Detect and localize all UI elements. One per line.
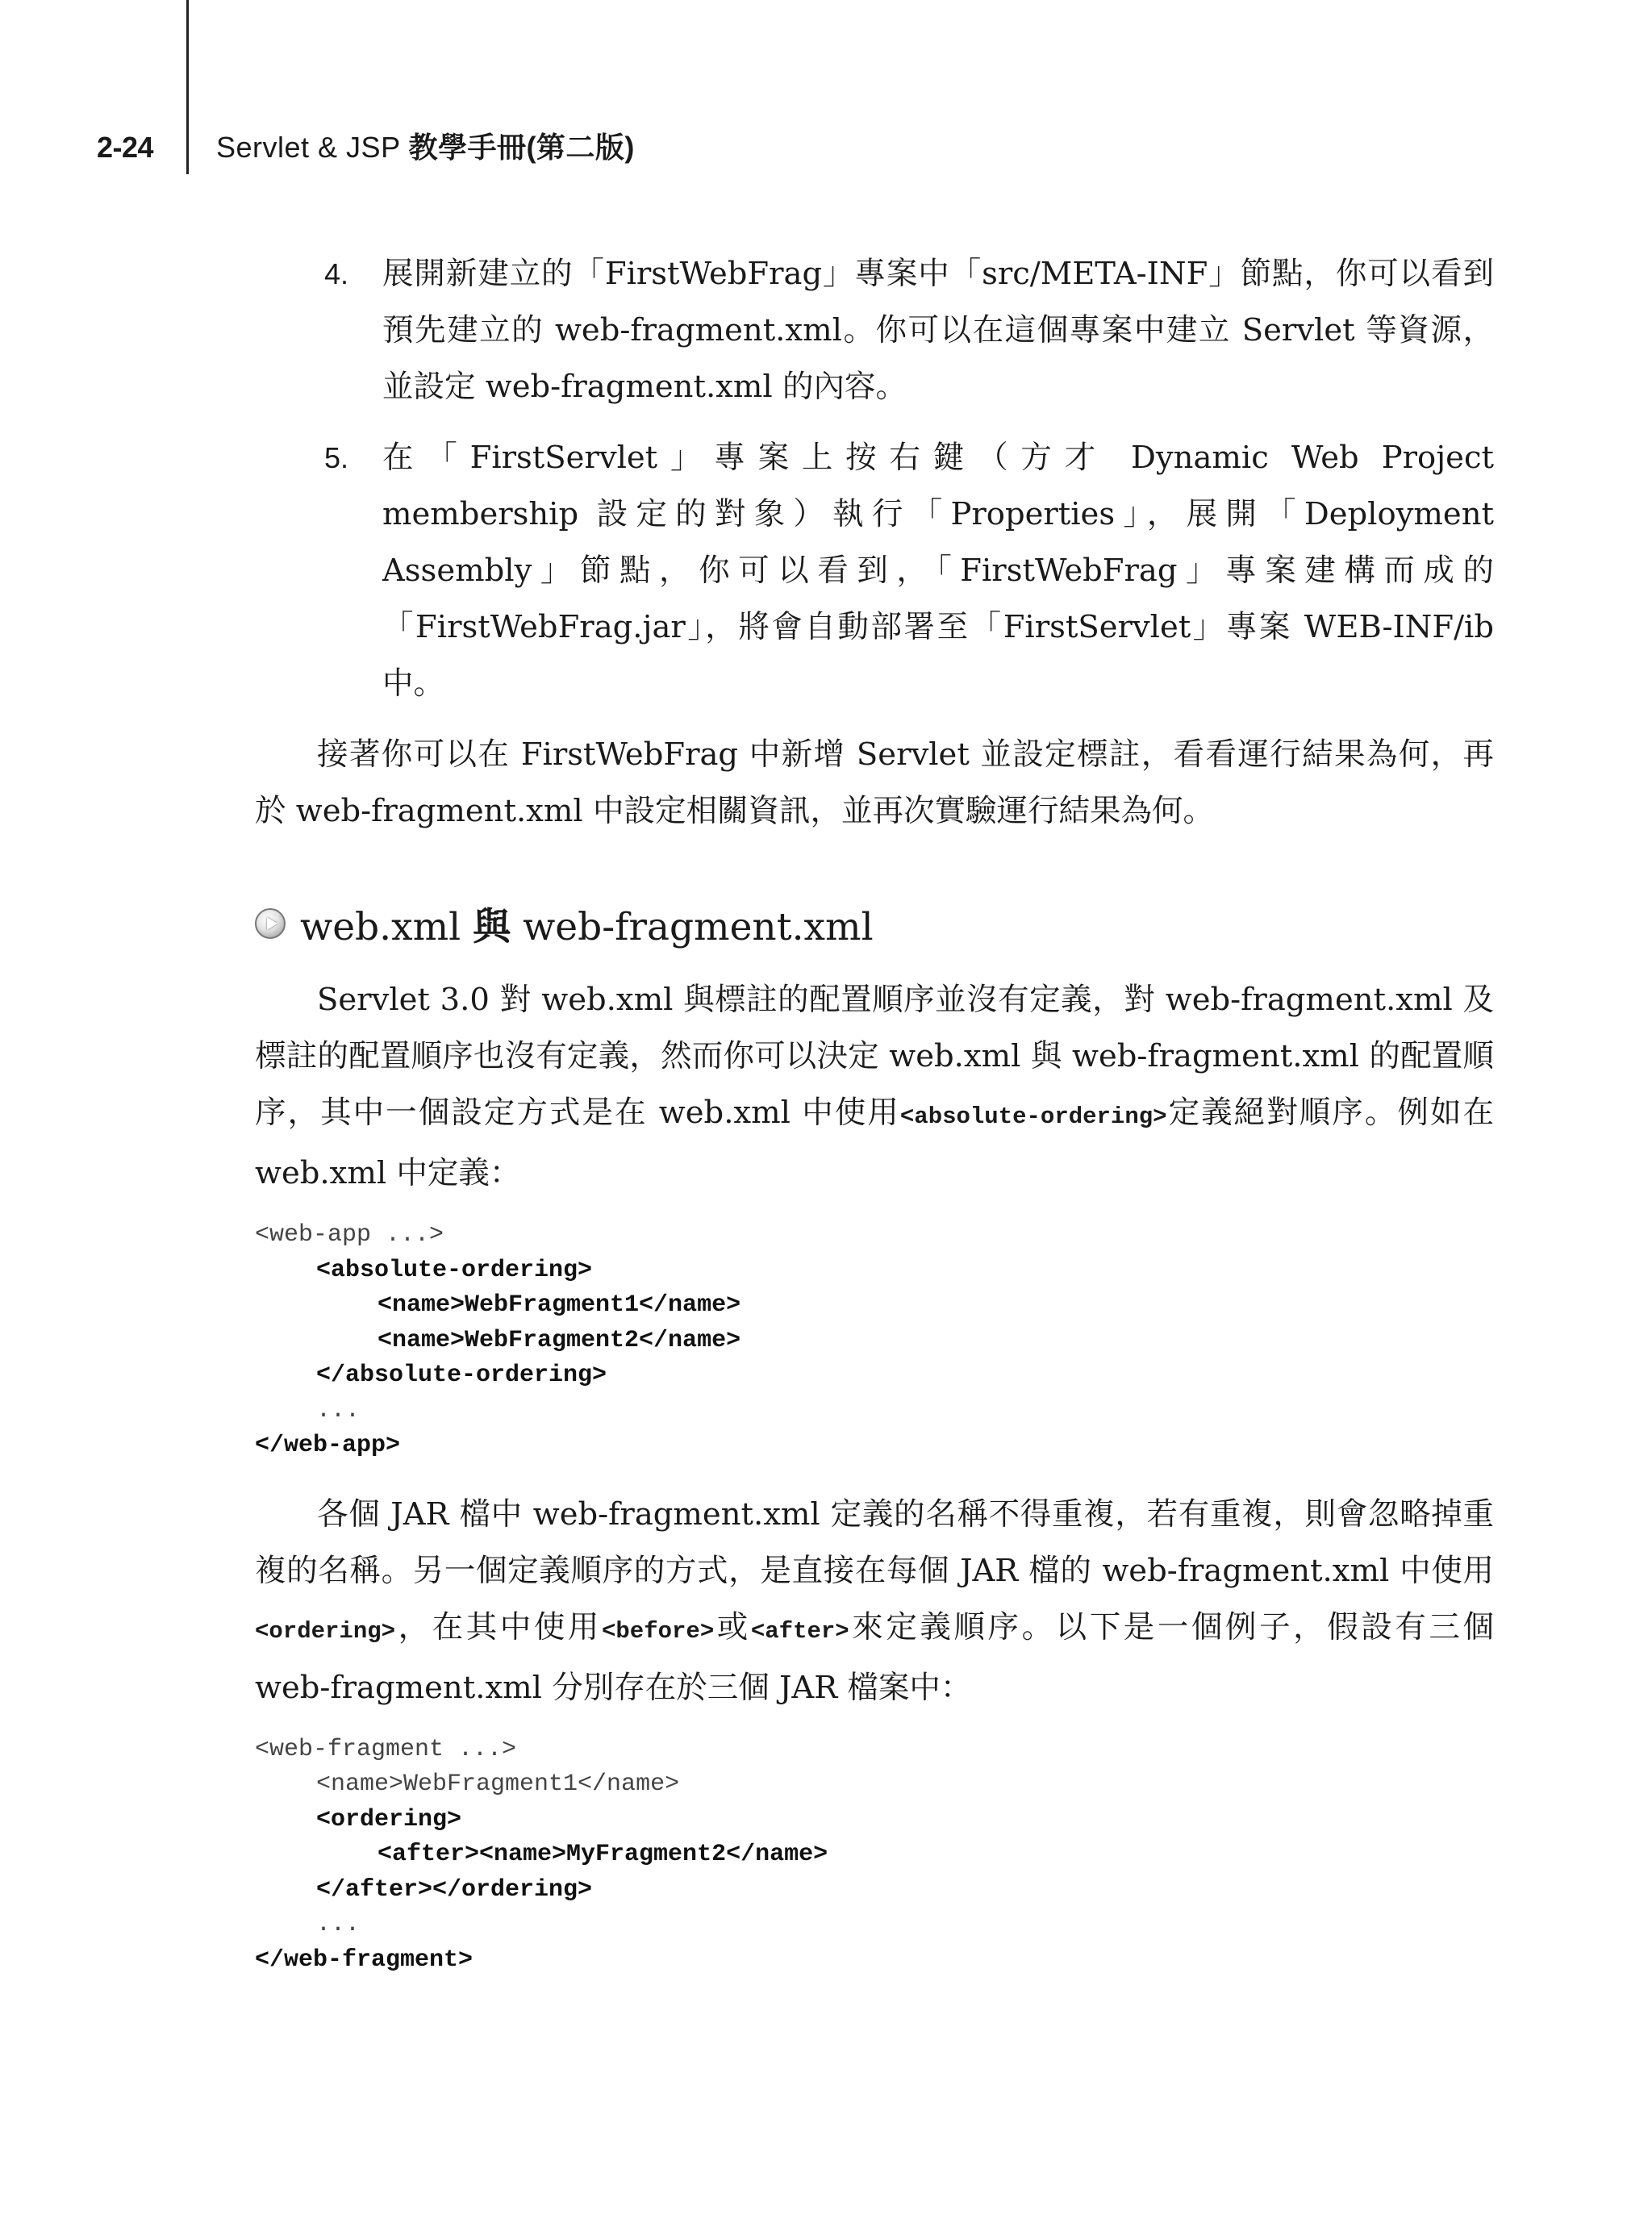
code-line: ... bbox=[316, 1911, 361, 1938]
code-line: <name>WebFragment1</name> bbox=[378, 1291, 741, 1319]
book-title-cjk: 教學手冊(第二版) bbox=[408, 131, 635, 164]
code-line: <ordering> bbox=[316, 1805, 462, 1833]
code-line: <name>WebFragment2</name> bbox=[378, 1326, 741, 1354]
paragraph-text: 來定義順序。以下是一個例子，假設有三個 web-fragment.xml 分別存在於三個 JAR 檔案中： bbox=[255, 1608, 1494, 1706]
step-text: 在「FirstServlet」專案上按右鍵（方才 Dynamic Web Project membership 設定的對象）執行「Properties」，展開「Deployment Assembly」節點，你可以看到，「FirstWebFrag」專案建構而成的「FirstWebFrag.jar」，將會自動部署至「FirstServlet」專案 WEB-INF/ib 中。 bbox=[382, 440, 1494, 702]
code-line: <web-app ...> bbox=[255, 1221, 444, 1249]
paragraph-text: Servlet 3.0 對 web.xml 與標註的配置順序並沒有定義，對 web-fragment.xml 及標註的配置順序也沒有定義，然而你可以決定 web.xml 與 web-fragment.xml 的配置順序，其中一個設定方式是在 web.xml 中使用 bbox=[255, 982, 1494, 1131]
paragraph-text: 各個 JAR 檔中 web-fragment.xml 定義的名稱不得重複，若有重複，則會忽略掉重複的名稱。另一個定義順序的方式，是直接在每個 JAR 檔的 web-fragment.xml 中使用 bbox=[255, 1495, 1494, 1589]
code-block-web-fragment bbox=[255, 1733, 1494, 1979]
paragraph-absolute-ordering bbox=[255, 972, 1494, 1202]
inline-code: <ordering> bbox=[255, 1617, 396, 1645]
step-item-5 bbox=[324, 430, 1494, 712]
code-line: <name>WebFragment1</name> bbox=[316, 1771, 680, 1798]
step-number: 4. bbox=[324, 257, 349, 290]
code-line: <absolute-ordering> bbox=[316, 1256, 593, 1284]
step-list bbox=[255, 246, 1494, 712]
step-text: 展開新建立的「FirstWebFrag」專案中「src/META-INF」節點，你可以看到預先建立的 web-fragment.xml。你可以在這個專案中建立 Servlet 等資源，並設定 web-fragment.xml 的內容。 bbox=[382, 256, 1494, 405]
inline-code: <after> bbox=[750, 1617, 849, 1645]
section-heading bbox=[255, 898, 1494, 949]
paragraph-ordering bbox=[255, 1487, 1494, 1716]
code-line: </after></ordering> bbox=[316, 1875, 593, 1904]
paragraph-text: 或 bbox=[714, 1608, 751, 1645]
code-line: <after><name>MyFragment2</name> bbox=[378, 1841, 828, 1868]
code-line: ... bbox=[316, 1396, 361, 1424]
code-line: </web-fragment> bbox=[255, 1946, 473, 1974]
inline-code: <absolute-ordering> bbox=[899, 1103, 1167, 1130]
code-block-web-app bbox=[255, 1218, 1494, 1464]
code-line: </web-app> bbox=[255, 1432, 401, 1459]
code-line: <web-fragment ...> bbox=[255, 1735, 517, 1763]
header-vertical-rule bbox=[186, 0, 189, 174]
step-number: 5. bbox=[324, 441, 349, 474]
section-heading-text bbox=[300, 897, 874, 951]
page-number: 2-24 bbox=[97, 131, 154, 164]
inline-code: <before> bbox=[602, 1617, 715, 1645]
page-content bbox=[255, 246, 1494, 2000]
step-item-4 bbox=[324, 246, 1494, 415]
paragraph-text: ，在其中使用 bbox=[395, 1608, 602, 1645]
paragraph-after-steps: 接著你可以在 FirstWebFrag 中新增 Servlet 並設定標註，看看運行結果為何，再於 web-fragment.xml 中設定相關資訊，並再次實驗運行結果為何。 bbox=[255, 736, 1494, 829]
heading-part: web.xml bbox=[300, 904, 473, 949]
play-circle-icon bbox=[255, 908, 286, 939]
book-title-latin: Servlet & JSP bbox=[216, 131, 409, 164]
code-line: </absolute-ordering> bbox=[316, 1362, 607, 1389]
paragraph-text: 定義絕對順序。例如在 web.xml 中定義： bbox=[255, 1095, 1494, 1191]
book-title bbox=[216, 127, 635, 168]
heading-part: web-fragment.xml bbox=[511, 904, 874, 949]
heading-part: 與 bbox=[473, 904, 511, 949]
